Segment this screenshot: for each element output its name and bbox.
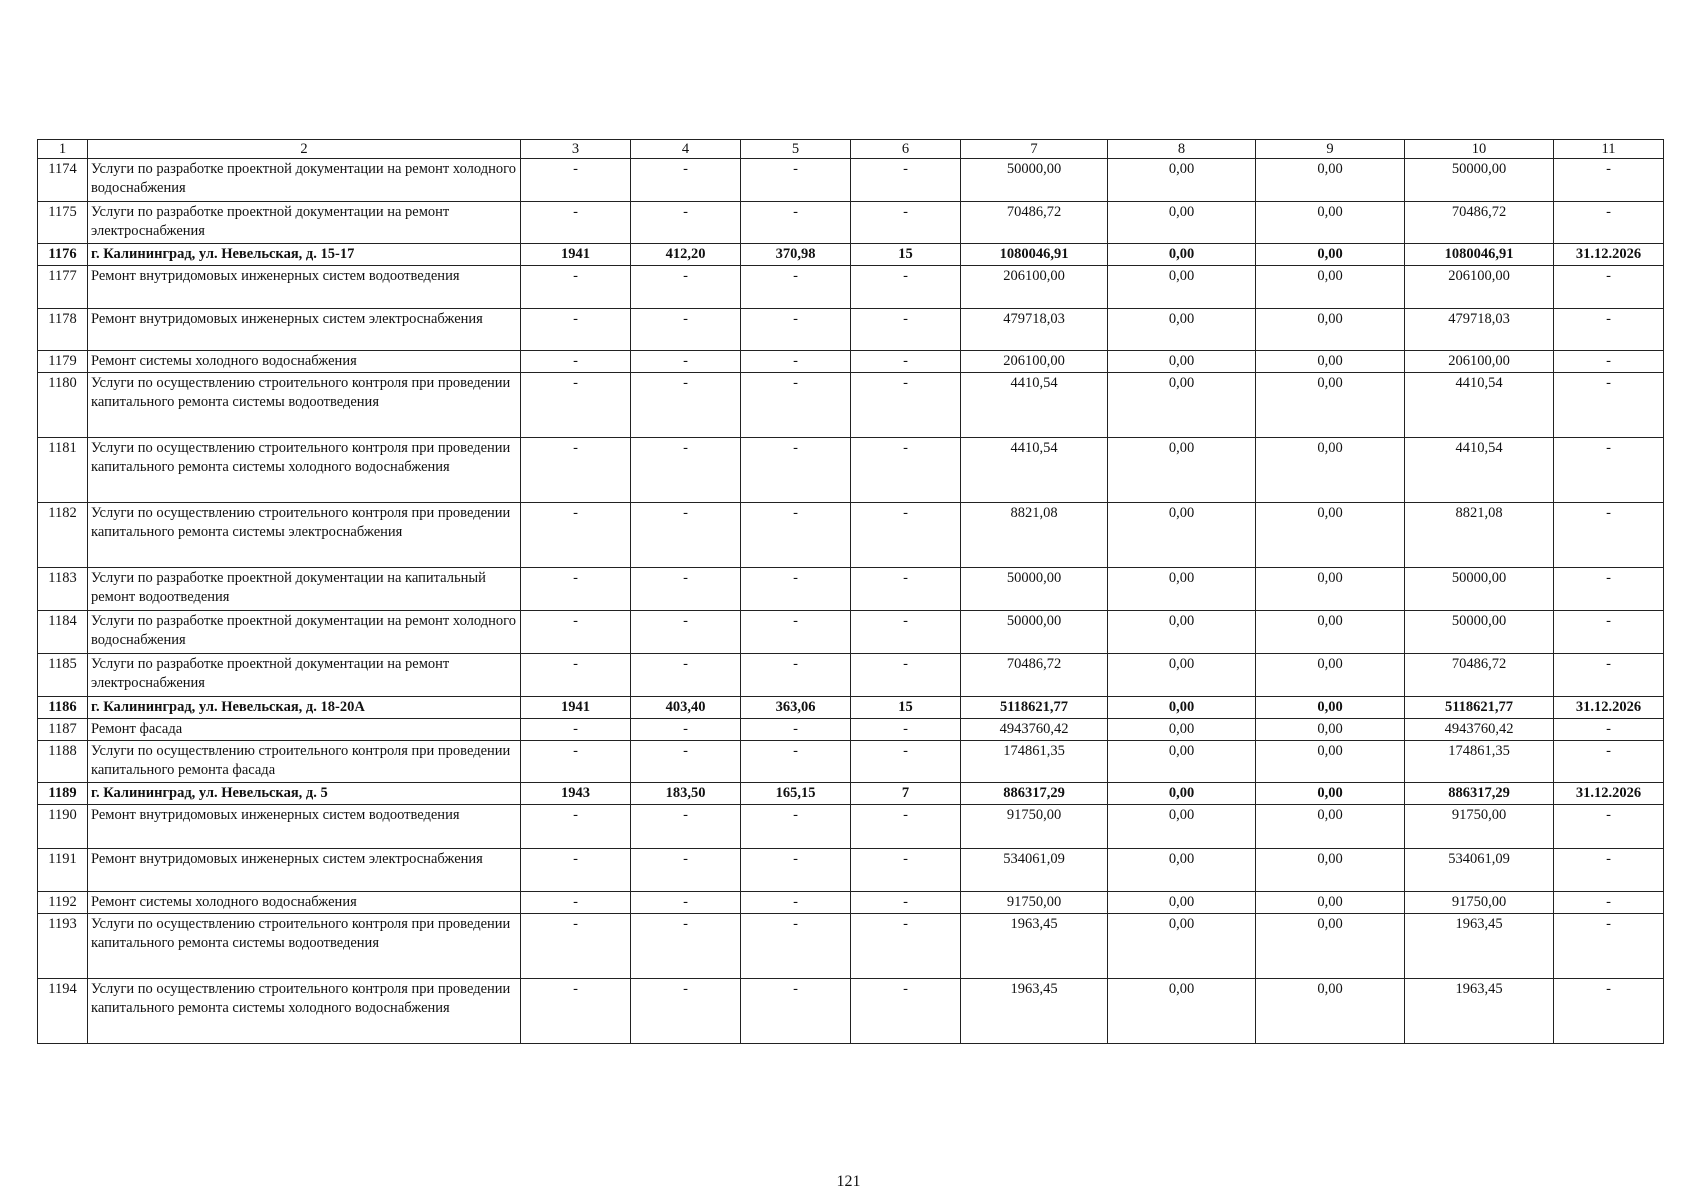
living-area-cell: 363,06	[741, 697, 851, 719]
budget-cost-cell: 0,00	[1256, 202, 1405, 244]
year-cell: -	[521, 741, 631, 783]
fund-cost-cell: 0,00	[1108, 719, 1256, 741]
row-number-cell: 1193	[38, 914, 88, 979]
residents-cell: -	[851, 611, 961, 654]
deadline-cell: 31.12.2026	[1554, 244, 1664, 266]
budget-cost-cell: 0,00	[1256, 697, 1405, 719]
table-row	[38, 805, 1664, 849]
total-cost-cell: 50000,00	[961, 568, 1108, 611]
row-number-cell: 1181	[38, 438, 88, 503]
row-number-cell: 1178	[38, 309, 88, 351]
table-row	[38, 266, 1664, 309]
owners-cost-cell: 4410,54	[1405, 438, 1554, 503]
fund-cost-cell: 0,00	[1108, 503, 1256, 568]
total-cost-cell: 4410,54	[961, 373, 1108, 438]
table-row	[38, 697, 1664, 719]
year-cell: -	[521, 719, 631, 741]
row-number-cell: 1184	[38, 611, 88, 654]
work-description-cell: Ремонт фасада	[88, 719, 521, 741]
residents-cell: -	[851, 979, 961, 1044]
fund-cost-cell: 0,00	[1108, 979, 1256, 1044]
total-area-cell: -	[631, 159, 741, 202]
owners-cost-cell: 91750,00	[1405, 892, 1554, 914]
total-area-cell: -	[631, 611, 741, 654]
budget-cost-cell: 0,00	[1256, 892, 1405, 914]
table-row	[38, 351, 1664, 373]
fund-cost-cell: 0,00	[1108, 202, 1256, 244]
living-area-cell: -	[741, 914, 851, 979]
year-cell: -	[521, 159, 631, 202]
budget-cost-cell: 0,00	[1256, 914, 1405, 979]
deadline-cell: -	[1554, 914, 1664, 979]
living-area-cell: -	[741, 309, 851, 351]
deadline-cell: -	[1554, 611, 1664, 654]
table-row	[38, 783, 1664, 805]
row-number-cell: 1192	[38, 892, 88, 914]
budget-cost-cell: 0,00	[1256, 438, 1405, 503]
row-number-cell: 1179	[38, 351, 88, 373]
total-cost-cell: 70486,72	[961, 654, 1108, 697]
deadline-cell: -	[1554, 805, 1664, 849]
owners-cost-cell: 1963,45	[1405, 979, 1554, 1044]
total-area-cell: -	[631, 741, 741, 783]
year-cell: -	[521, 202, 631, 244]
budget-cost-cell: 0,00	[1256, 159, 1405, 202]
work-description-cell: Ремонт системы холодного водоснабжения	[88, 351, 521, 373]
year-cell: -	[521, 568, 631, 611]
total-cost-cell: 206100,00	[961, 351, 1108, 373]
residents-cell: -	[851, 654, 961, 697]
total-area-cell: -	[631, 979, 741, 1044]
year-cell: -	[521, 979, 631, 1044]
row-number-cell: 1176	[38, 244, 88, 266]
work-description-cell: Ремонт внутридомовых инженерных систем электроснабжения	[88, 849, 521, 892]
living-area-cell: -	[741, 568, 851, 611]
fund-cost-cell: 0,00	[1108, 159, 1256, 202]
total-cost-cell: 4943760,42	[961, 719, 1108, 741]
row-number-cell: 1174	[38, 159, 88, 202]
residents-cell: 15	[851, 244, 961, 266]
owners-cost-cell: 70486,72	[1405, 202, 1554, 244]
owners-cost-cell: 174861,35	[1405, 741, 1554, 783]
living-area-cell: -	[741, 805, 851, 849]
table-row	[38, 979, 1664, 1044]
residents-cell: -	[851, 373, 961, 438]
total-cost-cell: 1963,45	[961, 979, 1108, 1044]
total-area-cell: -	[631, 805, 741, 849]
year-cell: 1941	[521, 244, 631, 266]
work-description-cell: Услуги по разработке проектной документации на ремонт холодного водоснабжения	[88, 611, 521, 654]
table-row	[38, 914, 1664, 979]
row-number-cell: 1190	[38, 805, 88, 849]
living-area-cell: -	[741, 202, 851, 244]
budget-cost-cell: 0,00	[1256, 849, 1405, 892]
deadline-cell: -	[1554, 266, 1664, 309]
table-row	[38, 719, 1664, 741]
residents-cell: -	[851, 741, 961, 783]
owners-cost-cell: 886317,29	[1405, 783, 1554, 805]
work-description-cell: Услуги по осуществлению строительного контроля при проведении капитального ремонта системы водоотведения	[88, 373, 521, 438]
owners-cost-cell: 50000,00	[1405, 568, 1554, 611]
year-cell: -	[521, 849, 631, 892]
total-cost-cell: 4410,54	[961, 438, 1108, 503]
deadline-cell: -	[1554, 849, 1664, 892]
table-row	[38, 309, 1664, 351]
fund-cost-cell: 0,00	[1108, 892, 1256, 914]
total-area-cell: -	[631, 568, 741, 611]
residents-cell: -	[851, 159, 961, 202]
header-cell: 8	[1108, 140, 1256, 159]
total-area-cell: -	[631, 719, 741, 741]
work-description-cell: Услуги по разработке проектной документации на ремонт электроснабжения	[88, 654, 521, 697]
living-area-cell: -	[741, 373, 851, 438]
total-cost-cell: 50000,00	[961, 611, 1108, 654]
total-area-cell: -	[631, 202, 741, 244]
budget-cost-cell: 0,00	[1256, 719, 1405, 741]
row-number-cell: 1180	[38, 373, 88, 438]
living-area-cell: -	[741, 266, 851, 309]
total-cost-cell: 206100,00	[961, 266, 1108, 309]
header-cell: 9	[1256, 140, 1405, 159]
page-number: 121	[836, 1173, 861, 1190]
fund-cost-cell: 0,00	[1108, 914, 1256, 979]
budget-cost-cell: 0,00	[1256, 805, 1405, 849]
table-row	[38, 741, 1664, 783]
residents-cell: -	[851, 309, 961, 351]
year-cell: -	[521, 611, 631, 654]
deadline-cell: -	[1554, 309, 1664, 351]
fund-cost-cell: 0,00	[1108, 654, 1256, 697]
table-row	[38, 503, 1664, 568]
work-description-cell: Услуги по осуществлению строительного контроля при проведении капитального ремонта системы холодного водоснабжения	[88, 979, 521, 1044]
total-area-cell: -	[631, 351, 741, 373]
table-row	[38, 849, 1664, 892]
budget-cost-cell: 0,00	[1256, 266, 1405, 309]
budget-cost-cell: 0,00	[1256, 309, 1405, 351]
residents-cell: -	[851, 503, 961, 568]
table-row	[38, 244, 1664, 266]
owners-cost-cell: 5118621,77	[1405, 697, 1554, 719]
year-cell: -	[521, 654, 631, 697]
fund-cost-cell: 0,00	[1108, 741, 1256, 783]
table-row	[38, 159, 1664, 202]
budget-cost-cell: 0,00	[1256, 244, 1405, 266]
work-description-cell: Услуги по осуществлению строительного контроля при проведении капитального ремонта системы водоотведения	[88, 914, 521, 979]
living-area-cell: 370,98	[741, 244, 851, 266]
total-cost-cell: 5118621,77	[961, 697, 1108, 719]
residents-cell: -	[851, 719, 961, 741]
budget-cost-cell: 0,00	[1256, 503, 1405, 568]
table-row	[38, 568, 1664, 611]
deadline-cell: -	[1554, 159, 1664, 202]
fund-cost-cell: 0,00	[1108, 611, 1256, 654]
year-cell: -	[521, 503, 631, 568]
work-description-cell: Услуги по осуществлению строительного контроля при проведении капитального ремонта фасада	[88, 741, 521, 783]
fund-cost-cell: 0,00	[1108, 244, 1256, 266]
row-number-cell: 1186	[38, 697, 88, 719]
fund-cost-cell: 0,00	[1108, 805, 1256, 849]
fund-cost-cell: 0,00	[1108, 266, 1256, 309]
year-cell: -	[521, 309, 631, 351]
row-number-cell: 1188	[38, 741, 88, 783]
living-area-cell: 165,15	[741, 783, 851, 805]
table-row	[38, 654, 1664, 697]
deadline-cell: -	[1554, 438, 1664, 503]
deadline-cell: -	[1554, 503, 1664, 568]
work-description-cell: Ремонт системы холодного водоснабжения	[88, 892, 521, 914]
total-cost-cell: 886317,29	[961, 783, 1108, 805]
residents-cell: -	[851, 202, 961, 244]
residents-cell: -	[851, 351, 961, 373]
living-area-cell: -	[741, 849, 851, 892]
budget-cost-cell: 0,00	[1256, 741, 1405, 783]
work-description-cell: Услуги по разработке проектной документации на ремонт электроснабжения	[88, 202, 521, 244]
budget-cost-cell: 0,00	[1256, 654, 1405, 697]
row-number-cell: 1194	[38, 979, 88, 1044]
year-cell: -	[521, 892, 631, 914]
budget-cost-cell: 0,00	[1256, 979, 1405, 1044]
owners-cost-cell: 1963,45	[1405, 914, 1554, 979]
total-area-cell: -	[631, 914, 741, 979]
deadline-cell: -	[1554, 373, 1664, 438]
row-number-cell: 1177	[38, 266, 88, 309]
owners-cost-cell: 4410,54	[1405, 373, 1554, 438]
deadline-cell: -	[1554, 654, 1664, 697]
total-area-cell: -	[631, 266, 741, 309]
owners-cost-cell: 1080046,91	[1405, 244, 1554, 266]
total-area-cell: -	[631, 309, 741, 351]
fund-cost-cell: 0,00	[1108, 783, 1256, 805]
residents-cell: -	[851, 568, 961, 611]
year-cell: 1943	[521, 783, 631, 805]
residents-cell: -	[851, 266, 961, 309]
residents-cell: -	[851, 892, 961, 914]
owners-cost-cell: 50000,00	[1405, 611, 1554, 654]
fund-cost-cell: 0,00	[1108, 849, 1256, 892]
work-description-cell: Услуги по осуществлению строительного контроля при проведении капитального ремонта системы электроснабжения	[88, 503, 521, 568]
budget-cost-cell: 0,00	[1256, 783, 1405, 805]
table-row	[38, 611, 1664, 654]
deadline-cell: 31.12.2026	[1554, 783, 1664, 805]
deadline-cell: -	[1554, 892, 1664, 914]
deadline-cell: -	[1554, 568, 1664, 611]
header-cell: 7	[961, 140, 1108, 159]
total-cost-cell: 91750,00	[961, 892, 1108, 914]
residents-cell: 7	[851, 783, 961, 805]
year-cell: 1941	[521, 697, 631, 719]
row-number-cell: 1183	[38, 568, 88, 611]
work-description-cell: Услуги по разработке проектной документации на ремонт холодного водоснабжения	[88, 159, 521, 202]
total-cost-cell: 1080046,91	[961, 244, 1108, 266]
living-area-cell: -	[741, 159, 851, 202]
total-cost-cell: 1963,45	[961, 914, 1108, 979]
living-area-cell: -	[741, 438, 851, 503]
table-body	[38, 140, 1664, 1044]
owners-cost-cell: 70486,72	[1405, 654, 1554, 697]
table-row	[38, 438, 1664, 503]
header-cell: 5	[741, 140, 851, 159]
residents-cell: -	[851, 849, 961, 892]
total-area-cell: -	[631, 892, 741, 914]
total-cost-cell: 91750,00	[961, 805, 1108, 849]
residents-cell: -	[851, 805, 961, 849]
total-area-cell: -	[631, 849, 741, 892]
total-area-cell: -	[631, 373, 741, 438]
budget-cost-cell: 0,00	[1256, 351, 1405, 373]
total-cost-cell: 534061,09	[961, 849, 1108, 892]
budget-cost-cell: 0,00	[1256, 611, 1405, 654]
owners-cost-cell: 50000,00	[1405, 159, 1554, 202]
owners-cost-cell: 534061,09	[1405, 849, 1554, 892]
total-cost-cell: 479718,03	[961, 309, 1108, 351]
budget-cost-cell: 0,00	[1256, 568, 1405, 611]
deadline-cell: -	[1554, 351, 1664, 373]
total-area-cell: 183,50	[631, 783, 741, 805]
table-row	[38, 373, 1664, 438]
living-area-cell: -	[741, 611, 851, 654]
living-area-cell: -	[741, 654, 851, 697]
year-cell: -	[521, 805, 631, 849]
work-description-cell: г. Калининград, ул. Невельская, д. 18-20А	[88, 697, 521, 719]
table-row	[38, 202, 1664, 244]
year-cell: -	[521, 373, 631, 438]
total-area-cell: -	[631, 654, 741, 697]
fund-cost-cell: 0,00	[1108, 697, 1256, 719]
header-cell: 1	[38, 140, 88, 159]
deadline-cell: -	[1554, 719, 1664, 741]
row-number-cell: 1175	[38, 202, 88, 244]
living-area-cell: -	[741, 892, 851, 914]
deadline-cell: -	[1554, 202, 1664, 244]
owners-cost-cell: 206100,00	[1405, 266, 1554, 309]
total-cost-cell: 174861,35	[961, 741, 1108, 783]
deadline-cell: -	[1554, 741, 1664, 783]
row-number-cell: 1182	[38, 503, 88, 568]
living-area-cell: -	[741, 503, 851, 568]
header-cell: 11	[1554, 140, 1664, 159]
year-cell: -	[521, 438, 631, 503]
budget-cost-cell: 0,00	[1256, 373, 1405, 438]
column-number-header-row	[38, 140, 1664, 159]
total-cost-cell: 50000,00	[961, 159, 1108, 202]
row-number-cell: 1187	[38, 719, 88, 741]
header-cell: 10	[1405, 140, 1554, 159]
deadline-cell: -	[1554, 979, 1664, 1044]
fund-cost-cell: 0,00	[1108, 373, 1256, 438]
work-description-cell: Ремонт внутридомовых инженерных систем электроснабжения	[88, 309, 521, 351]
header-cell: 6	[851, 140, 961, 159]
work-description-cell: Услуги по разработке проектной документации на капитальный ремонт водоотведения	[88, 568, 521, 611]
table-row	[38, 892, 1664, 914]
residents-cell: -	[851, 914, 961, 979]
owners-cost-cell: 91750,00	[1405, 805, 1554, 849]
living-area-cell: -	[741, 719, 851, 741]
row-number-cell: 1191	[38, 849, 88, 892]
header-cell: 4	[631, 140, 741, 159]
year-cell: -	[521, 914, 631, 979]
living-area-cell: -	[741, 979, 851, 1044]
fund-cost-cell: 0,00	[1108, 309, 1256, 351]
row-number-cell: 1185	[38, 654, 88, 697]
work-description-cell: Ремонт внутридомовых инженерных систем водоотведения	[88, 266, 521, 309]
owners-cost-cell: 4943760,42	[1405, 719, 1554, 741]
fund-cost-cell: 0,00	[1108, 568, 1256, 611]
total-area-cell: -	[631, 438, 741, 503]
deadline-cell: 31.12.2026	[1554, 697, 1664, 719]
work-description-cell: г. Калининград, ул. Невельская, д. 15-17	[88, 244, 521, 266]
fund-cost-cell: 0,00	[1108, 351, 1256, 373]
work-description-cell: Услуги по осуществлению строительного контроля при проведении капитального ремонта системы холодного водоснабжения	[88, 438, 521, 503]
total-area-cell: 403,40	[631, 697, 741, 719]
fund-cost-cell: 0,00	[1108, 438, 1256, 503]
total-cost-cell: 70486,72	[961, 202, 1108, 244]
total-area-cell: -	[631, 503, 741, 568]
work-description-cell: Ремонт внутридомовых инженерных систем водоотведения	[88, 805, 521, 849]
year-cell: -	[521, 266, 631, 309]
living-area-cell: -	[741, 351, 851, 373]
year-cell: -	[521, 351, 631, 373]
owners-cost-cell: 8821,08	[1405, 503, 1554, 568]
total-cost-cell: 8821,08	[961, 503, 1108, 568]
residents-cell: -	[851, 438, 961, 503]
header-cell: 2	[88, 140, 521, 159]
living-area-cell: -	[741, 741, 851, 783]
total-area-cell: 412,20	[631, 244, 741, 266]
work-description-cell: г. Калининград, ул. Невельская, д. 5	[88, 783, 521, 805]
residents-cell: 15	[851, 697, 961, 719]
owners-cost-cell: 479718,03	[1405, 309, 1554, 351]
owners-cost-cell: 206100,00	[1405, 351, 1554, 373]
header-cell: 3	[521, 140, 631, 159]
row-number-cell: 1189	[38, 783, 88, 805]
data-table	[37, 139, 1664, 1044]
